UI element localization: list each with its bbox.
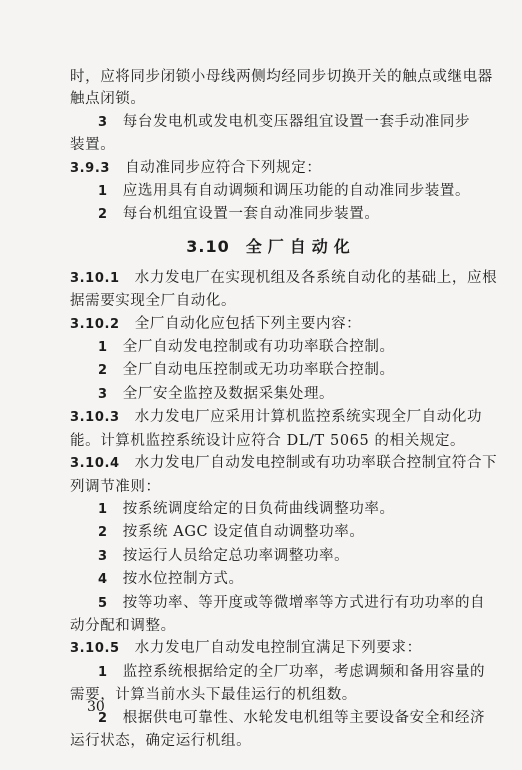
line-text: 需要，计算当前水头下最佳运行的机组数。 — [70, 687, 357, 704]
text-line — [70, 203, 472, 226]
text-line — [70, 615, 472, 637]
text-line — [70, 730, 472, 752]
item-number: 3 — [98, 386, 108, 402]
item-number: 3 — [98, 114, 108, 130]
clause-number: 3.10.1 — [70, 270, 120, 286]
text-line — [70, 545, 472, 568]
section-heading — [70, 234, 472, 260]
line-text: 自动准同步应符合下列规定： — [110, 159, 322, 176]
text-line — [70, 157, 472, 180]
line-text: 全厂自动发电控制或有功功率联合控制。 — [107, 339, 395, 356]
item-number: 1 — [98, 501, 108, 517]
section-title: 全厂自动化 — [245, 236, 356, 256]
line-text: 水力发电厂应采用计算机监控系统实现全厂自动化功 — [119, 409, 483, 426]
line-text: 水力发电厂在实现机组及各系统自动化的基础上，应根 — [119, 269, 498, 286]
item-number: 2 — [98, 207, 108, 223]
text-line — [70, 568, 472, 591]
text-block-main — [70, 267, 498, 753]
text-line — [70, 707, 486, 730]
page-number: 30 — [87, 699, 105, 715]
item-number: 3 — [98, 548, 108, 564]
line-text: 动分配和调整。 — [70, 617, 176, 634]
text-line — [70, 66, 493, 88]
item-number: 4 — [98, 572, 108, 588]
line-text: 全厂自动化应包括下列主要内容： — [119, 315, 362, 332]
item-number: 1 — [98, 340, 108, 356]
text-line — [70, 111, 472, 134]
item-number: 1 — [98, 664, 108, 680]
line-text: 按系统调度给定的日负荷曲线调整功率。 — [107, 500, 395, 517]
section-number: 3.10 — [186, 236, 230, 256]
line-text: 运行状态，确定运行机组。 — [70, 732, 252, 749]
item-number: 1 — [98, 184, 108, 200]
clause-number: 3.10.4 — [70, 456, 120, 472]
item-number: 2 — [98, 525, 108, 541]
line-text: 根据供电可靠性、水轮发电机组等主要设备安全和经济 — [107, 709, 486, 726]
text-line — [70, 661, 486, 684]
text-line — [70, 452, 498, 475]
text-line — [70, 476, 472, 498]
line-text: 据需要实现全厂自动化。 — [70, 293, 237, 310]
text-line — [70, 336, 472, 359]
text-line — [70, 637, 472, 660]
line-text: 应选用具有自动调频和调压功能的自动准同步装置。 — [107, 183, 471, 200]
item-number: 2 — [98, 363, 108, 379]
line-text: 能。计算机监控系统设计应符合 DL/T 5065 的相关规定。 — [70, 432, 466, 449]
line-text: 监控系统根据给定的全厂功率，考虑调频和备用容量的 — [107, 663, 486, 680]
line-text: 水力发电厂自动发电控制宜满足下列要求： — [119, 640, 422, 657]
text-line — [70, 313, 472, 336]
text-line — [70, 521, 472, 544]
text-line — [70, 134, 472, 156]
text-line — [70, 359, 472, 382]
line-text: 装置。 — [70, 137, 116, 154]
clause-number: 3.10.3 — [70, 410, 120, 426]
line-text: 每台机组宜设置一套自动准同步装置。 — [107, 206, 380, 223]
line-text: 全厂安全监控及数据采集处理。 — [107, 385, 335, 402]
text-line — [70, 290, 472, 312]
text-block-top — [70, 66, 493, 227]
item-number: 2 — [98, 710, 108, 726]
line-text: 按水位控制方式。 — [107, 571, 244, 588]
text-line — [70, 406, 483, 429]
line-text: 时，应将同步闭锁小母线两侧均经同步切换开关的触点或继电器 — [70, 69, 493, 85]
clause-number: 3.10.2 — [70, 316, 120, 332]
text-line — [70, 267, 498, 290]
item-number: 5 — [98, 595, 108, 611]
clause-number: 3.10.5 — [70, 641, 120, 657]
line-text: 全厂自动电压控制或无功功率联合控制。 — [107, 362, 395, 379]
clause-number: 3.9.3 — [70, 160, 111, 176]
line-text: 按系统 AGC 设定值自动调整功率。 — [107, 524, 365, 541]
line-text: 按运行人员给定总功率调整功率。 — [107, 547, 350, 564]
text-line — [70, 180, 472, 203]
text-line — [70, 383, 472, 406]
line-text: 按等功率、等开度或等微增率等方式进行有功功率的自 — [107, 594, 486, 611]
text-line — [70, 592, 486, 615]
text-line — [70, 88, 472, 110]
text-line — [70, 684, 472, 706]
text-line — [70, 430, 472, 452]
line-text: 触点闭锁。 — [70, 91, 146, 108]
line-text: 每台发电机或发电机变压器组宜设置一套手动准同步 — [107, 113, 471, 130]
line-text: 水力发电厂自动发电控制或有功功率联合控制宜符合下 — [119, 455, 498, 472]
text-line — [70, 498, 472, 521]
line-text: 列调节准则： — [70, 478, 161, 495]
